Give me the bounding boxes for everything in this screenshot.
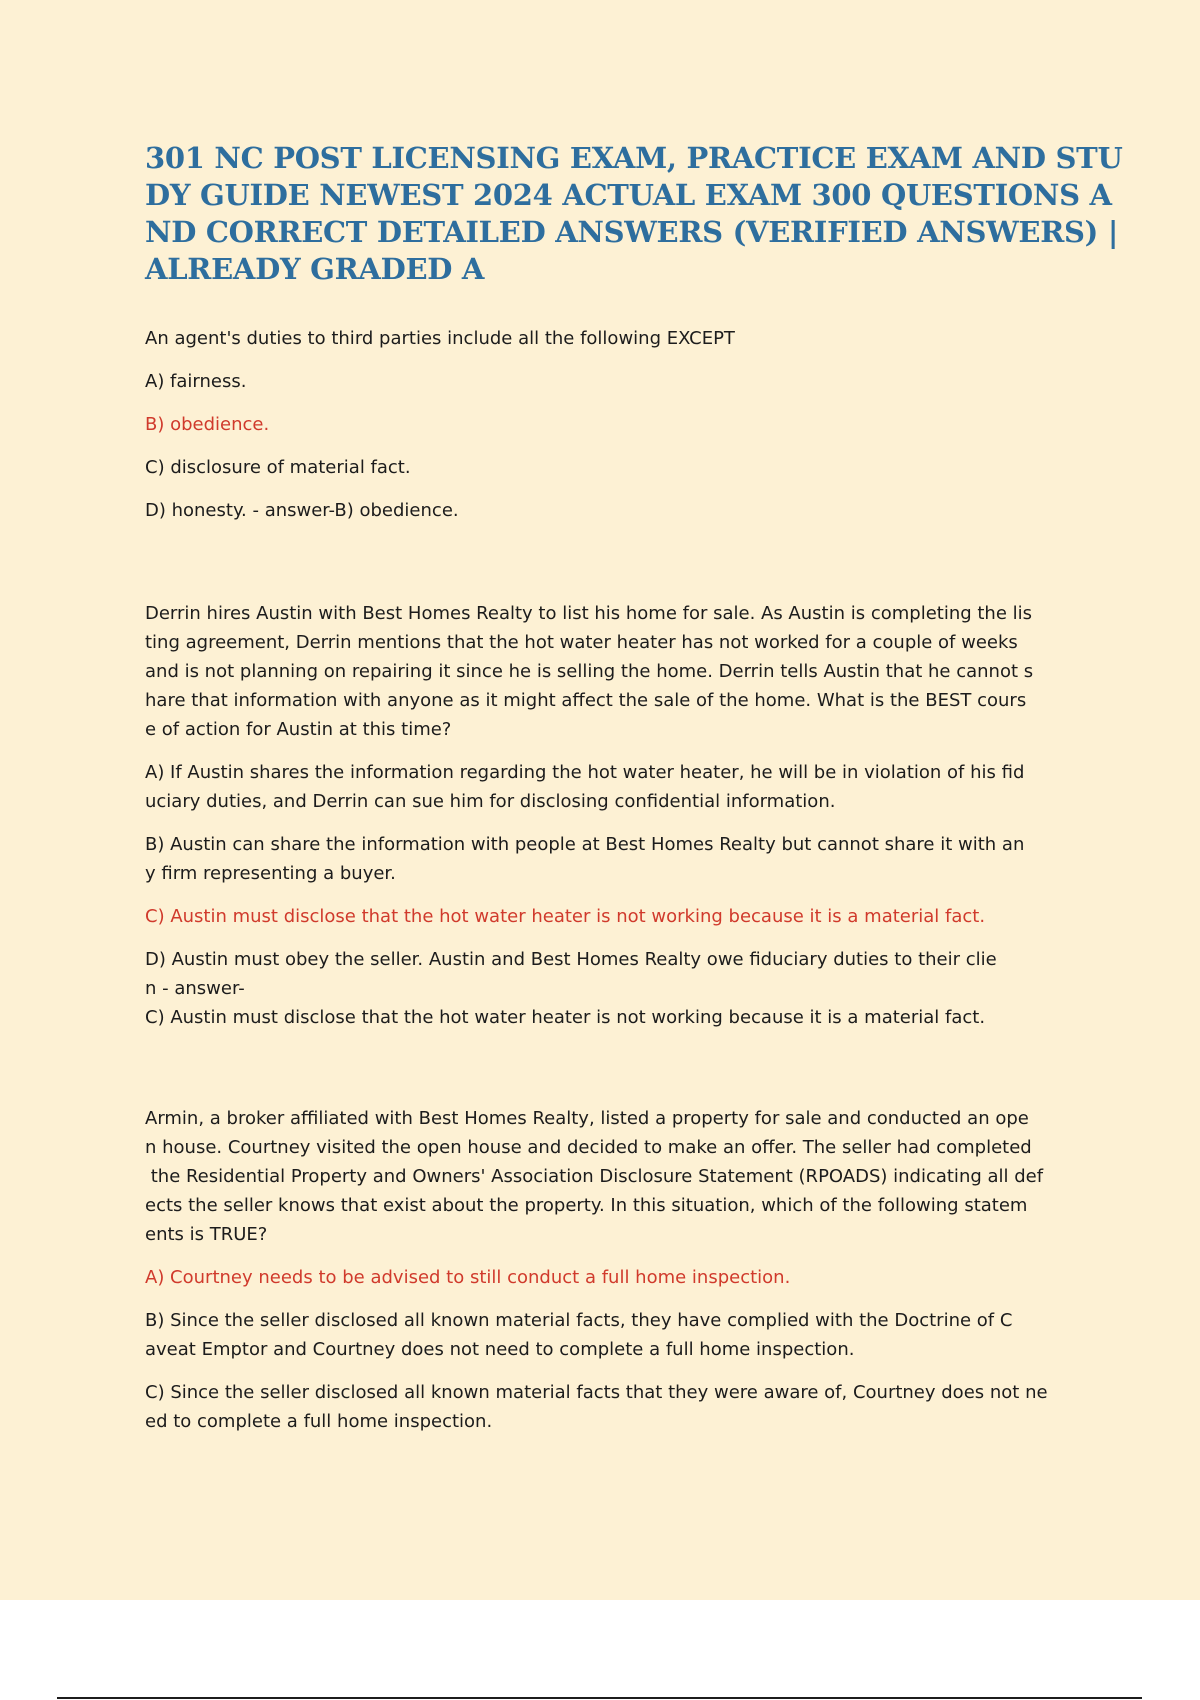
question-3-option-c: C) Since the seller disclosed all known material facts that they were aware of, Courtney does not ne ed to complete a full home inspection. bbox=[145, 1382, 1048, 1432]
question-3 bbox=[145, 1104, 1090, 1436]
question-spacer bbox=[145, 1046, 1090, 1104]
title-line: DY GUIDE NEWEST 2024 ACTUAL EXAM 300 QUESTIONS A bbox=[145, 178, 1112, 212]
question-2-option-a: A) If Austin shares the information regarding the hot water heater, he will be in violation of his fid uciary duties, and Derrin can sue him for disclosing confidential information. bbox=[145, 762, 1025, 812]
question-3-option-b: B) Since the seller disclosed all known material facts, they have complied with the Doctrine of C aveat Emptor and Courtney does not need to complete a full home inspection. bbox=[145, 1310, 1013, 1360]
question-2-answer: D) Austin must obey the seller. Austin and Best Homes Realty owe fiduciary duties to their clie n - answer- C) Austin must disclose that the hot water heater is not working because it is a material fact. bbox=[145, 949, 997, 1028]
question-2-stem: Derrin hires Austin with Best Homes Realty to list his home for sale. As Austin is completing the lis ting agreement, Derrin mentions that the hot water heater has not worked for a couple of weeks and is not planning on repairing it since he is selling the home. Derrin tells Austin that he cannot s hare that information with anyone as it might affect the sale of the home. What is the BEST cours e of action for Austin at this time? bbox=[145, 603, 1034, 740]
title-line: 301 NC POST LICENSING EXAM, PRACTICE EXAM AND STU bbox=[145, 141, 1123, 175]
question-1-stem: An agent's duties to third parties include all the following EXCEPT bbox=[145, 328, 735, 349]
question-1-option-b-correct: B) obedience. bbox=[145, 414, 270, 435]
title-line: ALREADY GRADED A bbox=[145, 252, 485, 286]
footer-divider bbox=[57, 1697, 1142, 1699]
question-1 bbox=[145, 324, 1090, 525]
question-spacer bbox=[145, 539, 1090, 599]
question-1-option-a: A) fairness. bbox=[145, 371, 247, 392]
question-2 bbox=[145, 599, 1090, 1032]
question-2-option-b: B) Austin can share the information with people at Best Homes Realty but cannot share it with an y firm representing a buyer. bbox=[145, 834, 1025, 884]
question-3-stem: Armin, a broker affiliated with Best Homes Realty, listed a property for sale and conducted an ope n house. Courtney visited the open house and decided to make an offer. The seller had completed the Residential Property and Owners' Association Disclosure Statement (RPOADS) indicating all def ects the seller knows that exist about the property. In this situation, which of the following statem ents is TRUE? bbox=[145, 1108, 1044, 1245]
question-3-option-a-correct: A) Courtney needs to be advised to still conduct a full home inspection. bbox=[145, 1267, 791, 1288]
title-line: ND CORRECT DETAILED ANSWERS (VERIFIED ANSWERS) | bbox=[145, 215, 1119, 249]
question-2-option-c-correct: C) Austin must disclose that the hot water heater is not working because it is a material fact. bbox=[145, 906, 986, 927]
document-content bbox=[145, 140, 1123, 1450]
question-1-option-c: C) disclosure of material fact. bbox=[145, 457, 411, 478]
question-1-answer: D) honesty. - answer-B) obedience. bbox=[145, 500, 459, 521]
document-title bbox=[145, 140, 1123, 288]
